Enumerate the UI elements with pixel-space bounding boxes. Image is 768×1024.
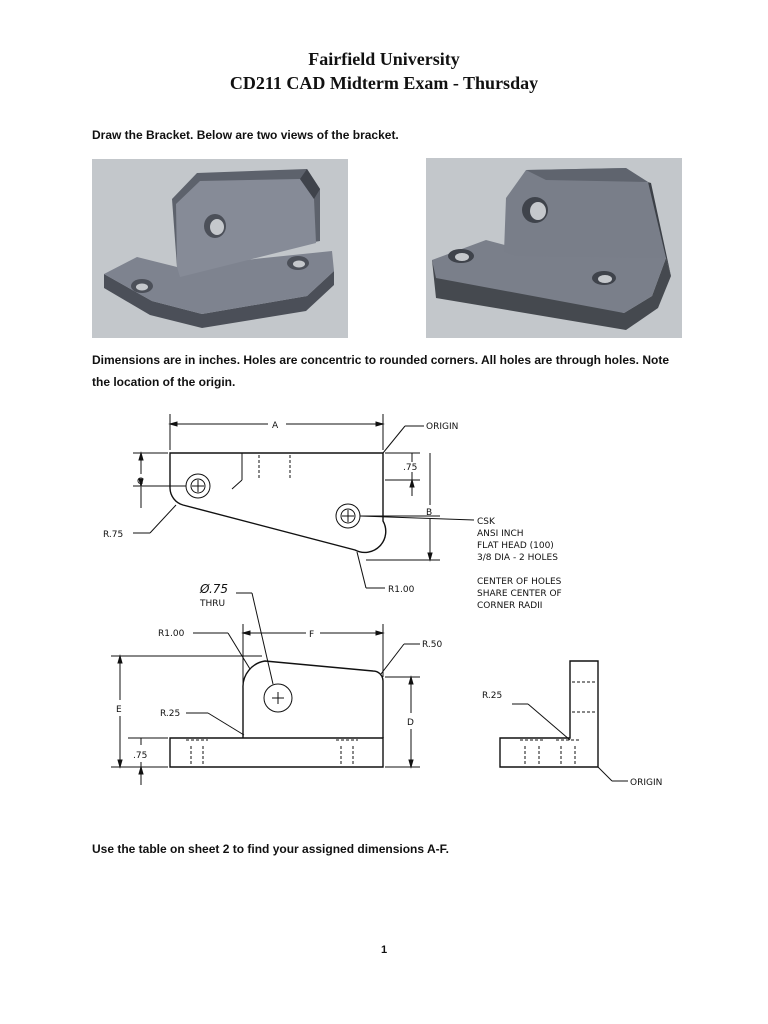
r100-front-label: R1.00 (158, 629, 185, 639)
dim-75-front-label: .75 (133, 751, 148, 761)
dim-b-label: B (426, 508, 433, 518)
dim-e-label: E (116, 705, 122, 715)
r25-front-label: R.25 (160, 709, 181, 719)
svg-text:CENTER OF HOLES: CENTER OF HOLES (477, 577, 562, 587)
dim-c-label: C (137, 477, 144, 487)
hole-dia-label: Ø.75 (200, 582, 229, 596)
thru-label: THRU (200, 599, 226, 609)
page-number: 1 (380, 944, 388, 956)
r100-top-label: R1.00 (388, 585, 415, 595)
dim-75-top-label: .75 (403, 463, 418, 473)
origin-label-top: ORIGIN (426, 422, 459, 432)
bracket-3d-view-right (426, 158, 682, 338)
r75-label: R.75 (103, 530, 124, 540)
bracket-3d-view-left (92, 159, 348, 338)
origin-label-side: ORIGIN (630, 778, 663, 788)
dimensions-notes-line1: Dimensions are in inches. Holes are concentric to rounded corners. All holes are through holes. Note (92, 353, 670, 367)
svg-text:ANSI INCH: ANSI INCH (477, 529, 524, 539)
dimensions-notes-line2: the location of the origin. (92, 375, 236, 389)
exam-title: CD211 CAD Midterm Exam - Thursday (229, 73, 539, 93)
r50-label: R.50 (422, 640, 443, 650)
footer-instruction: Use the table on sheet 2 to find your assigned dimensions A-F. (92, 842, 449, 856)
svg-text:SHARE CENTER OF: SHARE CENTER OF (477, 589, 562, 599)
engineering-drawing (0, 400, 768, 800)
svg-text:CSK: CSK (477, 517, 495, 527)
dim-a-label: A (272, 421, 279, 431)
csk-note (477, 517, 562, 611)
dim-d-label: D (407, 718, 414, 728)
university-title: Fairfield University (308, 49, 460, 69)
svg-text:3/8 DIA - 2 HOLES: 3/8 DIA - 2 HOLES (477, 553, 558, 563)
r25-side-label: R.25 (482, 691, 503, 701)
intro-text: Draw the Bracket. Below are two views of the bracket. (92, 128, 399, 142)
svg-text:CORNER RADII: CORNER RADII (477, 601, 543, 611)
dim-f-label: F (309, 630, 315, 640)
dimensions-notes (92, 349, 692, 393)
svg-text:FLAT HEAD (100): FLAT HEAD (100) (477, 541, 554, 551)
